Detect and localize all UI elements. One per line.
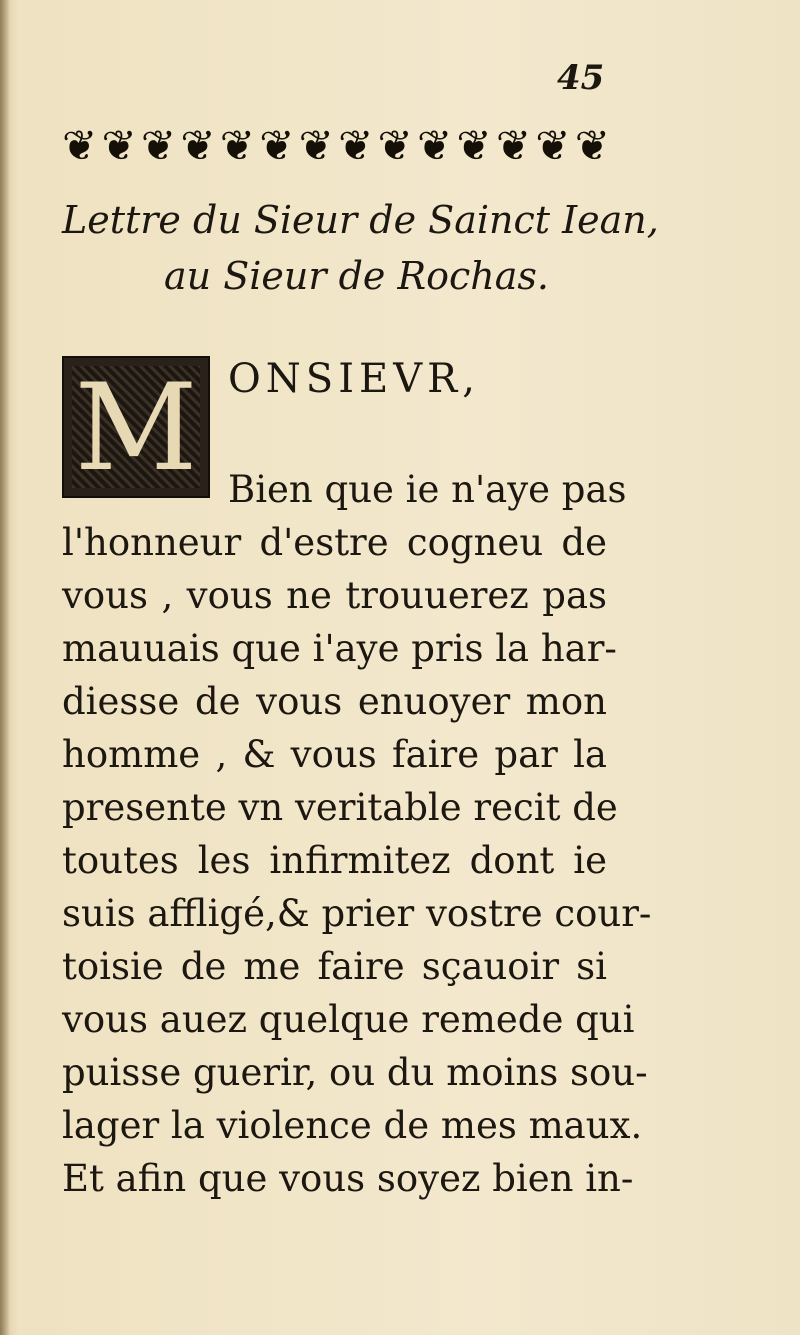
body-line: homme , & vous faire par la: [62, 733, 607, 776]
fleuron-icon: ❦: [495, 121, 532, 170]
body-line: diesse de vous enuoyer mon: [62, 680, 607, 723]
fleuron-icon: ❦: [377, 121, 413, 170]
fleuron-icon: ❦: [219, 121, 255, 170]
fleuron-icon: ❦: [456, 121, 492, 170]
body-line: Bien que ie n'aye pas: [228, 468, 627, 511]
body-line: toisie de me faire sçauoir si: [62, 945, 607, 988]
heading-line-2: au Sieur de Rochas.: [164, 254, 549, 298]
fleuron-ornament-band: [62, 118, 610, 174]
body-line: suis affligé,& prier vostre cour-: [62, 892, 652, 935]
fleuron-icon: ❦: [535, 121, 571, 170]
page-number: 45: [557, 58, 605, 98]
body-line: lager la violence de mes maux.: [62, 1104, 643, 1147]
heading-line-1: Lettre du Sieur de Sainct Iean,: [62, 198, 659, 242]
fleuron-icon: ❦: [338, 121, 374, 170]
page-gutter-shadow: [0, 0, 10, 1335]
body-line: presente vn veritable recit de: [62, 786, 618, 829]
salutation: ONSIEVR,: [228, 356, 480, 402]
body-line: l'honneur d'estre cogneu de: [62, 521, 607, 564]
fleuron-icon: ❦: [101, 121, 137, 170]
body-line: vous auez quelque remede qui: [62, 998, 635, 1041]
letter-heading: [62, 192, 659, 304]
fleuron-icon: ❦: [298, 121, 334, 170]
fleuron-icon: ❦: [140, 121, 177, 170]
fleuron-icon: ❦: [574, 121, 610, 170]
decorated-initial: [62, 356, 210, 498]
body-line: Et afin que vous soyez bien in-: [62, 1157, 634, 1200]
body-line: vous , vous ne trouuerez pas: [62, 574, 607, 617]
body-line: toutes les infirmitez dont ie: [62, 839, 607, 882]
fleuron-icon: ❦: [416, 121, 453, 170]
body-line: mauuais que i'aye pris la har-: [62, 627, 617, 670]
fleuron-icon: ❦: [62, 121, 98, 170]
fleuron-icon: ❦: [259, 121, 295, 170]
fleuron-icon: ❦: [180, 121, 216, 170]
initial-letter: M: [74, 359, 198, 498]
body-line: puisse guerir, ou du moins sou-: [62, 1051, 648, 1094]
